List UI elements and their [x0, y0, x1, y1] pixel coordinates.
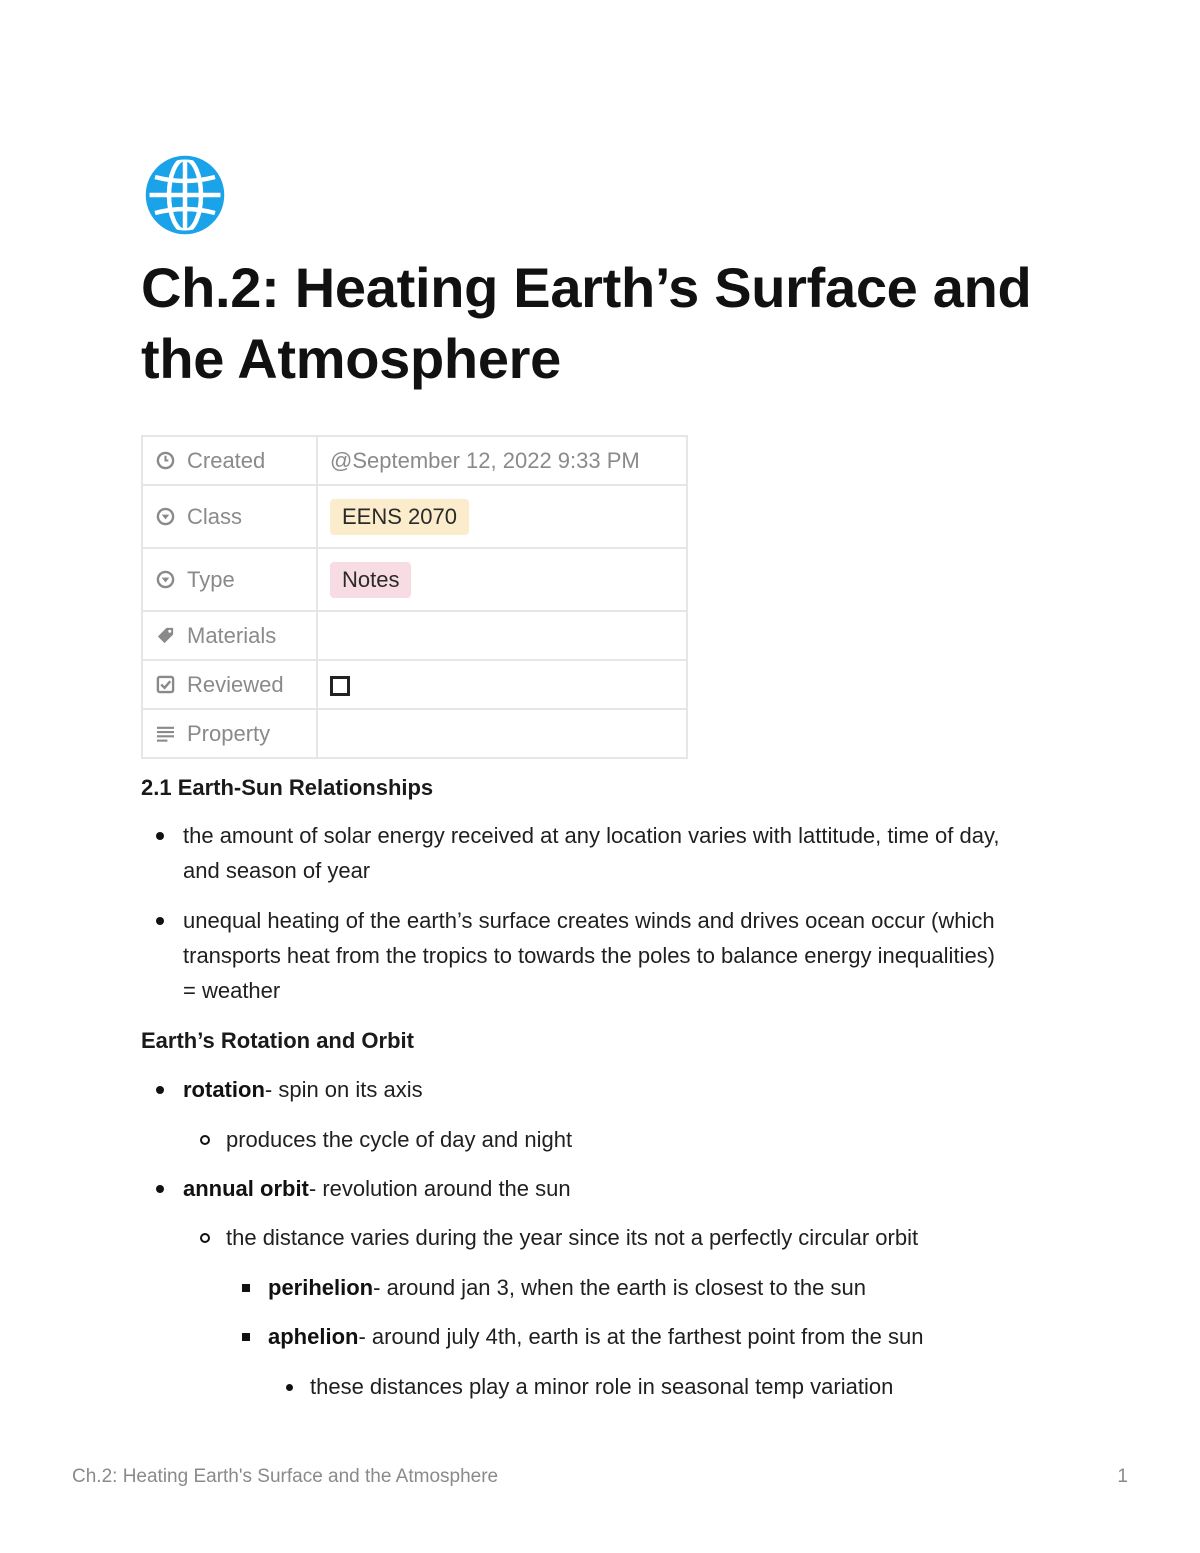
- bullet-icon: [156, 917, 164, 925]
- section-heading: Earth’s Rotation and Orbit: [141, 1028, 414, 1053]
- footer-title: Ch.2: Heating Earth's Surface and the Atmosphere: [72, 1466, 499, 1487]
- bullet-icon: [242, 1284, 250, 1292]
- checkbox-icon: [156, 675, 175, 694]
- property-row-property: [142, 709, 687, 758]
- list-item: unequal heating of the earth’s surface creates winds and drives ocean occur (which transports heat from the tropics to towards the poles to balance energy inequalities) = weather: [183, 903, 1083, 1008]
- reviewed-checkbox[interactable]: [330, 676, 350, 696]
- property-name: Class: [187, 504, 243, 530]
- text-lines-icon: [156, 724, 175, 743]
- property-row-type: [142, 548, 687, 611]
- property-name: Property: [187, 721, 271, 747]
- list-item: produces the cycle of day and night: [226, 1122, 1086, 1157]
- property-name: Reviewed: [187, 672, 284, 698]
- bullet-icon: [200, 1233, 210, 1243]
- list-item: the distance varies during the year since its not a perfectly circular orbit: [226, 1220, 1086, 1255]
- list-item: annual orbit- revolution around the sun: [183, 1171, 1083, 1206]
- property-name: Type: [187, 567, 235, 593]
- page-title: Ch.2: Heating Earth’s Surface and the Atmosphere: [141, 256, 1032, 390]
- clock-icon: [156, 451, 175, 470]
- bullet-icon: [200, 1135, 210, 1145]
- property-row-materials: [142, 611, 687, 660]
- bullet-icon: [286, 1384, 293, 1391]
- materials-value[interactable]: [317, 611, 687, 660]
- property-row-class: [142, 485, 687, 548]
- created-date[interactable]: @September 12, 2022 9:33 PM: [330, 447, 640, 473]
- section-heading: 2.1 Earth-Sun Relationships: [141, 775, 434, 800]
- bullet-icon: [156, 1185, 164, 1193]
- select-icon: [156, 570, 175, 589]
- type-tag[interactable]: Notes: [330, 562, 411, 598]
- page-number: 1: [1117, 1466, 1128, 1487]
- class-tag[interactable]: EENS 2070: [330, 499, 469, 535]
- list-item: rotation- spin on its axis: [183, 1072, 1083, 1107]
- bullet-icon: [242, 1333, 250, 1341]
- bullet-icon: [156, 1086, 164, 1094]
- list-item: the amount of solar energy received at any location varies with lattitude, time of day, and season of year: [183, 818, 1083, 888]
- property-name: Materials: [187, 623, 277, 649]
- list-item: aphelion- around july 4th, earth is at the farthest point from the sun: [268, 1319, 1088, 1354]
- list-item: perihelion- around jan 3, when the earth is closest to the sun: [268, 1270, 1088, 1305]
- select-icon: [156, 507, 175, 526]
- property-name: Created: [187, 448, 266, 474]
- tag-icon: [156, 626, 175, 645]
- property-row-reviewed: [142, 660, 687, 709]
- bullet-icon: [156, 832, 164, 840]
- properties-table: [141, 435, 688, 759]
- property-row-created: [142, 436, 687, 485]
- globe-icon: [143, 153, 227, 237]
- property-value[interactable]: [317, 709, 687, 758]
- list-item: these distances play a minor role in seasonal temp variation: [310, 1369, 1090, 1404]
